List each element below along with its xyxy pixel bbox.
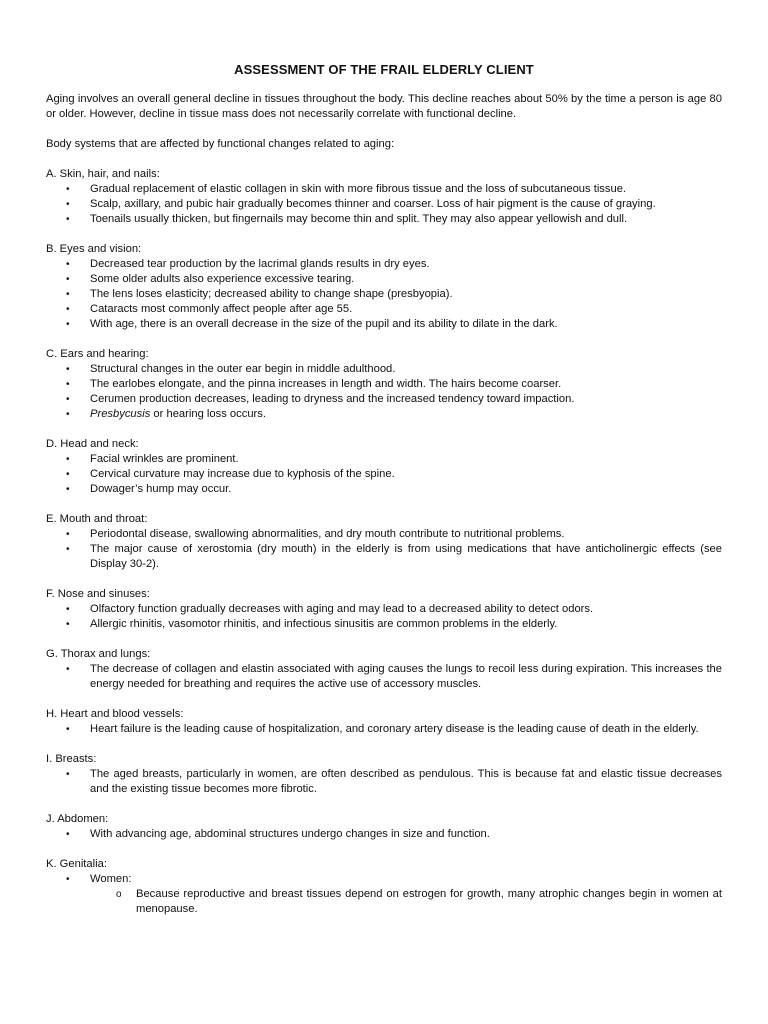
section-heading: F. Nose and sinuses: [46, 588, 150, 600]
section-heading: C. Ears and hearing: [46, 348, 149, 360]
list-item [46, 872, 722, 917]
list-item [46, 272, 722, 287]
list-item-text: Facial wrinkles are prominent. [90, 453, 239, 465]
section-mouth-throat [46, 512, 722, 572]
list-item [46, 617, 722, 632]
list-item [46, 767, 722, 797]
bullet-icon: • [66, 469, 70, 480]
list-item [46, 407, 722, 422]
bullet-icon: • [66, 454, 70, 465]
list-item-text: Gradual replacement of elastic collagen in skin with more fibrous tissue and the loss of subcutaneous tissue. [90, 183, 627, 195]
bullet-icon: • [66, 619, 70, 630]
bullet-icon: • [66, 274, 70, 285]
list-item [46, 377, 722, 392]
section-heading: E. Mouth and throat: [46, 513, 148, 525]
section-heading: J. Abdomen: [46, 813, 109, 825]
bullet-list [46, 182, 722, 227]
bullet-list [46, 362, 722, 422]
list-item-text: The lens loses elasticity; decreased ability to change shape (presbyopia). [90, 288, 453, 300]
list-item [46, 257, 722, 272]
presbycusis-term: Presbycusis [90, 408, 151, 420]
list-item-text: Cerumen production decreases, leading to dryness and the increased tendency toward impaction. [90, 393, 575, 405]
bullet-icon: • [66, 184, 70, 195]
section-abdomen [46, 812, 722, 842]
list-item [46, 467, 722, 482]
list-item-text: Some older adults also experience excessive tearing. [90, 273, 355, 285]
list-item [46, 287, 722, 302]
list-item-text: Structural changes in the outer ear begin in middle adulthood. [90, 363, 396, 375]
list-item [46, 302, 722, 317]
section-nose-sinuses [46, 587, 722, 632]
bullet-icon: • [66, 664, 70, 675]
list-item-text: Toenails usually thicken, but fingernails may become thin and split. They may also appear yellowish and dull. [90, 213, 628, 225]
document-title: ASSESSMENT OF THE FRAIL ELDERLY CLIENT [234, 62, 534, 77]
list-item-text: Decreased tear production by the lacrimal glands results in dry eyes. [90, 258, 430, 270]
section-ears-hearing [46, 347, 722, 422]
list-item-text: The aged breasts, particularly in women, are often described as pendulous. This is because fat and elastic tissue decreases and the existing tissue becomes more fibrotic. [90, 768, 722, 795]
section-heading: A. Skin, hair, and nails: [46, 168, 160, 180]
bullet-icon: • [66, 289, 70, 300]
bullet-list [46, 452, 722, 497]
bullet-list [46, 767, 722, 797]
list-item [46, 392, 722, 407]
intro-paragraph: Aging involves an overall general decline in tissues throughout the body. This decline reaches about 50% by the time a person is age 80 or older. However, decline in tissue mass does not necessarily correlate with functional decline. [46, 93, 722, 120]
bullet-list [46, 527, 722, 572]
list-item [46, 602, 722, 617]
sub-list-item-text: Because reproductive and breast tissues depend on estrogen for growth, many atrophic changes begin in women at menopause. [136, 888, 722, 915]
section-heading: H. Heart and blood vessels: [46, 708, 184, 720]
list-item-text: With age, there is an overall decrease in the size of the pupil and its ability to dilate in the dark. [90, 318, 558, 330]
list-item [46, 827, 722, 842]
bullet-icon: • [66, 319, 70, 330]
list-item [46, 722, 722, 737]
list-item [46, 482, 722, 497]
bullet-icon: • [66, 394, 70, 405]
section-thorax-lungs [46, 647, 722, 692]
bullet-icon: • [66, 544, 70, 555]
list-item [46, 317, 722, 332]
lead-paragraph: Body systems that are affected by functional changes related to aging: [46, 138, 395, 150]
bullet-icon: • [66, 409, 70, 420]
section-heart-blood-vessels [46, 707, 722, 737]
sub-bullet-list [46, 887, 722, 917]
section-head-neck [46, 437, 722, 497]
list-item-text: or hearing loss occurs. [150, 408, 266, 420]
bullet-icon: • [66, 214, 70, 225]
list-item-text: Scalp, axillary, and pubic hair gradually becomes thinner and coarser. Loss of hair pigment is the cause of graying. [90, 198, 656, 210]
list-item-text: The earlobes elongate, and the pinna increases in length and width. The hairs become coarser. [90, 378, 562, 390]
bullet-list [46, 872, 722, 917]
section-heading: K. Genitalia: [46, 858, 107, 870]
section-breasts [46, 752, 722, 797]
list-item-text: Cervical curvature may increase due to kyphosis of the spine. [90, 468, 395, 480]
bullet-icon: • [66, 874, 70, 885]
bullet-icon: • [66, 304, 70, 315]
section-skin-hair-nails [46, 167, 722, 227]
bullet-icon: • [66, 379, 70, 390]
list-item-text: Allergic rhinitis, vasomotor rhinitis, and infectious sinusitis are common problems in the elderly. [90, 618, 558, 630]
bullet-icon: • [66, 364, 70, 375]
bullet-icon: • [66, 829, 70, 840]
list-item-text: The major cause of xerostomia (dry mouth) in the elderly is from using medications that have anticholinergic effects (see Display 30-2). [90, 543, 722, 570]
bullet-list [46, 662, 722, 692]
list-item [46, 542, 722, 572]
list-item-text: With advancing age, abdominal structures undergo changes in size and function. [90, 828, 490, 840]
list-item [46, 662, 722, 692]
bullet-icon: • [66, 259, 70, 270]
bullet-list [46, 602, 722, 632]
list-item-text: Cataracts most commonly affect people after age 55. [90, 303, 353, 315]
hollow-bullet-icon: o [116, 889, 122, 900]
bullet-list [46, 827, 722, 842]
bullet-icon: • [66, 199, 70, 210]
list-item [46, 527, 722, 542]
section-heading: B. Eyes and vision: [46, 243, 142, 255]
list-item [46, 362, 722, 377]
bullet-icon: • [66, 724, 70, 735]
bullet-list [46, 257, 722, 332]
bullet-list [46, 722, 722, 737]
list-item-text: Women: [90, 873, 132, 885]
section-heading: G. Thorax and lungs: [46, 648, 151, 660]
section-genitalia [46, 857, 722, 917]
list-item [46, 197, 722, 212]
list-item-text: Heart failure is the leading cause of hospitalization, and coronary artery disease is the leading cause of death in the elderly. [90, 723, 699, 735]
list-item [46, 212, 722, 227]
bullet-icon: • [66, 769, 70, 780]
section-heading: I. Breasts: [46, 753, 97, 765]
list-item [46, 452, 722, 467]
section-eyes-vision [46, 242, 722, 332]
list-item-text: Olfactory function gradually decreases with aging and may lead to a decreased ability to detect odors. [90, 603, 594, 615]
section-heading: D. Head and neck: [46, 438, 139, 450]
bullet-icon: • [66, 529, 70, 540]
bullet-icon: • [66, 484, 70, 495]
list-item [46, 182, 722, 197]
list-item-text: Dowager’s hump may occur. [90, 483, 232, 495]
bullet-icon: • [66, 604, 70, 615]
list-item-text: The decrease of collagen and elastin associated with aging causes the lungs to recoil less during expiration. This increases the energy needed for breathing and requires the active use of accessory muscles. [90, 663, 722, 690]
sub-list-item [46, 887, 722, 917]
list-item-text: Periodontal disease, swallowing abnormalities, and dry mouth contribute to nutritional problems. [90, 528, 565, 540]
